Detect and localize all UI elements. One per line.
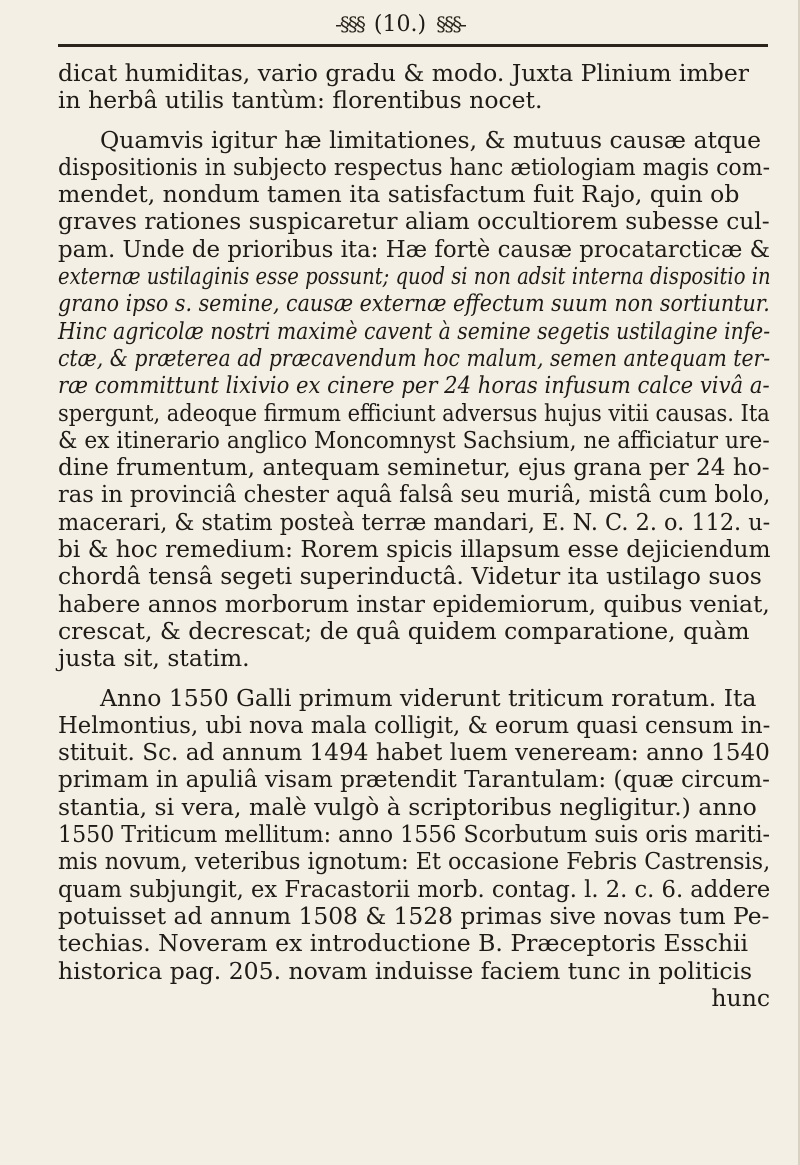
header-rule — [58, 44, 768, 47]
text-line: macerari, & statim posteà terræ mandari, E. N. C. 2. o. 112. u- — [58, 507, 771, 536]
text-line: & ex itinerario anglico Moncomnyst Sachsium, ne afficiatur ure- — [58, 425, 770, 454]
text-line: ctæ, & præterea ad præcavendum hoc malum, semen antequam ter- — [58, 343, 771, 372]
text-line: Helmontius, ubi nova mala colligit, & eorum quasi censum in- — [58, 710, 771, 739]
text-line: bi & hoc remedium: Rorem spicis illapsum esse dejiciendum — [58, 535, 771, 564]
text-line: ræ committunt lixivio ex cinere per 24 horas infusum calce vivâ a- — [58, 371, 770, 400]
text-line: pam. Unde de prioribus ita: Hæ fortè causæ procatarcticæ & — [58, 234, 770, 263]
text-line: hunc — [711, 983, 770, 1012]
text-line: dicat humiditas, vario gradu & modo. Juxta Plinium imber — [58, 59, 749, 87]
text-line: mis novum, veteribus ignotum: Et occasione Febris Castrensis, — [58, 847, 771, 876]
text-line: dispositionis in subjecto respectus hanc ætiologiam magis com- — [58, 152, 771, 181]
text-line: externæ ustilaginis esse possunt; quod si non adsit interna dispositio in — [58, 262, 771, 291]
text-line: habere annos morborum instar epidemiorum, quibus veniat, — [58, 589, 770, 618]
text-line: chordâ tensâ segeti superinductâ. Videtur ita ustilago suos — [58, 562, 762, 591]
text-line: stantia, si vera, malè vulgò à scriptoribus negligitur.) anno — [58, 792, 757, 821]
text-line: mendet, nondum tamen ita satisfactum fuit Rajo, quin ob — [58, 180, 740, 209]
text-line: techias. Noveram ex introductione B. Præceptoris Esschii — [58, 929, 749, 958]
text-line: Quamvis igitur hæ limitationes, & mutuus causæ atque — [100, 125, 762, 154]
text-line: justa sit, statim. — [58, 644, 250, 673]
paragraph-3 — [58, 685, 770, 1013]
header-ornament-left: -§§§ — [335, 12, 364, 36]
text-line: historica pag. 205. novam induisse faciem tunc in politicis — [58, 956, 753, 985]
text-line: quam subjungit, ex Fracastorii morb. contag. l. 2. c. 6. addere — [58, 874, 771, 903]
text-line: potuisset ad annum 1508 & 1528 primas sive novas tum Pe- — [58, 901, 770, 930]
body-text — [58, 60, 770, 1012]
page-header — [0, 8, 800, 40]
text-line: Anno 1550 Galli primum viderunt triticum roratum. Ita — [100, 683, 757, 712]
text-line: Hinc agricolæ nostri maximè cavent à semine segetis ustilagine infe- — [58, 316, 771, 345]
text-line: primam in apuliâ visam prætendit Tarantulam: (quæ circum- — [58, 765, 770, 794]
text-line: crescat, & decrescat; de quâ quidem comparatione, quàm — [58, 616, 750, 645]
header-ornament-right: §§§- — [436, 12, 465, 36]
text-line: stituit. Sc. ad annum 1494 habet luem veneream: anno 1540 — [58, 738, 770, 767]
text-line: graves rationes suspicaretur aliam occultiorem subesse cul- — [58, 207, 770, 236]
text-line: spergunt, adeoque firmum efficiunt adversus hujus vitii causas. Ita — [58, 398, 770, 427]
text-line: dine frumentum, antequam seminetur, ejus grana per 24 ho- — [58, 453, 770, 482]
page-number: (10.) — [373, 11, 427, 37]
paragraph-1 — [58, 60, 770, 115]
text-line: ras in provinciâ chester aquâ falsâ seu muriâ, mistâ cum bolo, — [58, 480, 771, 509]
paragraph-2 — [58, 127, 770, 673]
text-line: grano ipso s. semine, causæ externæ effectum suum non sortiuntur. — [58, 289, 770, 318]
text-line: in herbâ utilis tantùm: florentibus nocet. — [58, 86, 543, 115]
text-line: 1550 Triticum mellitum: anno 1556 Scorbutum suis oris mariti- — [58, 820, 770, 849]
